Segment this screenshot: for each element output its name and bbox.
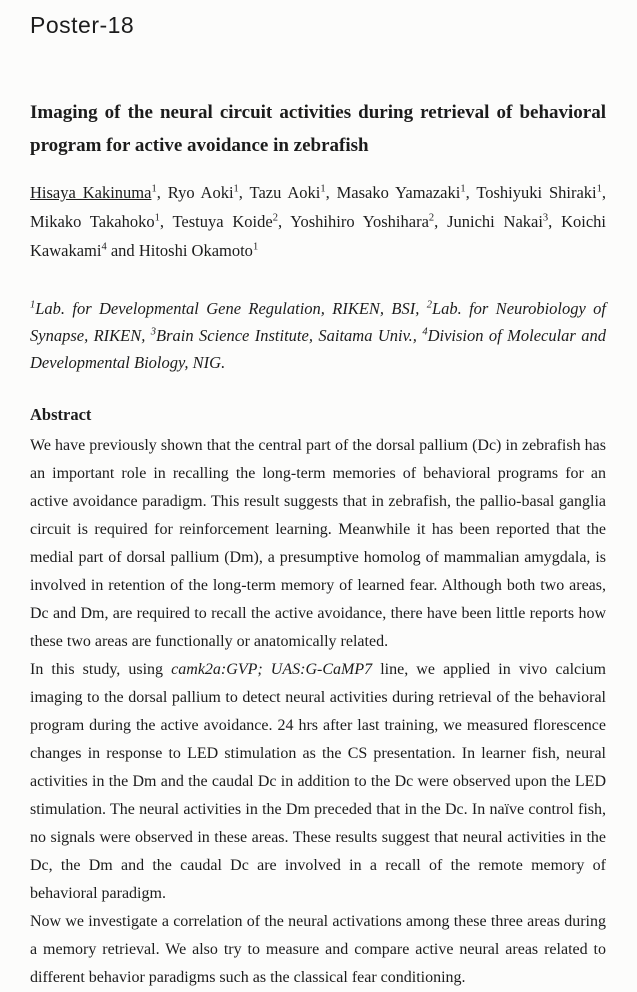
affiliation-text: Lab. for Neurobiology of Synapse, RIKEN,	[30, 299, 606, 345]
author-name: Junichi Nakai	[447, 212, 543, 231]
author-list: Hisaya Kakinuma$^1$, Ryo Aoki$^1$, Tazu Aoki$^1$, Masako Yamazaki$^1$, Toshiyuki Shiraki$^1$, Mikako Takahoko$^1$, Testuya Koide$^2$, Yoshihiro Yoshihara$^2$, Junichi Nakai$^3$, Koichi Kawakami$^4$ and Hitoshi Okamoto$^1$	[30, 183, 607, 260]
author-name: Hitoshi Okamoto	[138, 241, 253, 260]
author	[337, 183, 466, 202]
author-affiliation-superscript: 3	[542, 212, 549, 224]
abstract-body	[30, 432, 606, 992]
author	[139, 241, 258, 260]
author-affiliation-superscript: 1	[596, 183, 602, 195]
abstract-paragraph	[30, 908, 606, 992]
text-run: Now we investigate a correlation of the neural activations among these three areas during a memory retrieval. We also try to measure and compare active neural areas related to different behavior paradigms such as the classical fear conditioning.	[30, 913, 606, 986]
author	[173, 212, 278, 231]
author-affiliation-superscript: 4	[101, 241, 107, 253]
author	[168, 183, 239, 202]
author	[250, 183, 326, 202]
affiliation-superscript: 2	[426, 299, 432, 311]
author-name: Masako Yamazaki	[336, 183, 461, 202]
italic-run: camk2a:GVP; UAS:G-CaMP7	[171, 661, 373, 678]
author	[447, 212, 548, 231]
text-run: line, we applied in vivo calcium imaging to the dorsal pallium to detect neural activities during retrieval of the behavioral program during the active avoidance. 24 hrs after last training, we measured florescence changes in response to LED stimulation as the CS presentation. In learner fish, neural activities in the Dm and the caudal Dc in addition to the Dc were observed upon the LED stimulation. The neural activities in the Dm preceded that in the Dc. In naïve control fish, no signals were observed in these areas. These results suggest that neural activities in the Dc, the Dm and the caudal Dc are involved in a recall of the remote memory of behavioral paradigm.	[30, 661, 607, 902]
author-name: Ryo Aoki	[167, 183, 234, 202]
author	[30, 212, 160, 231]
author-affiliation-superscript: 1	[460, 183, 466, 195]
abstract-paragraph	[30, 432, 606, 656]
author-affiliation-superscript: 1	[320, 183, 326, 195]
author-affiliation-superscript: 1	[233, 183, 239, 195]
affiliation-superscript: 3	[150, 326, 157, 338]
author-name: Koichi Kawakami	[30, 212, 606, 260]
abstract-heading: Abstract	[30, 405, 92, 424]
author-name: Hisaya Kakinuma	[30, 183, 152, 202]
affiliation-text: Lab. for Developmental Gene Regulation, RIKEN, BSI,	[35, 299, 427, 318]
author	[30, 183, 157, 202]
text-run: We have previously shown that the central part of the dorsal pallium (Dc) in zebrafish has an important role in recalling the long-term memories of behavioral programs for an active avoidance paradigm. This result suggests that in zebrafish, the pallio-basal ganglia circuit is required for reinforcement learning. Meanwhile it has been reported that the medial part of dorsal pallium (Dm), a presumptive homolog of mammalian amygdala, is involved in retention of the long-term memory of learned fear. Although both two areas, Dc and Dm, are required to recall the active avoidance, there have been little reports how these two areas are functionally or anatomically related.	[30, 437, 606, 650]
author	[476, 183, 602, 202]
affiliation-superscript: 4	[422, 326, 428, 338]
affiliation-text: Division of Molecular and Developmental Biology, NIG.	[30, 326, 606, 372]
affiliation-list	[30, 295, 606, 376]
author-name: Tazu Aoki	[249, 183, 321, 202]
affiliation-text: Brain Science Institute, Saitama Univ.,	[156, 326, 423, 345]
author-affiliation-superscript: 2	[272, 212, 278, 224]
author-affiliation-superscript: 1	[154, 212, 160, 224]
author-affiliation-superscript: 2	[428, 212, 435, 224]
abstract-paragraph	[30, 656, 606, 908]
author-name: Toshiyuki Shiraki	[476, 183, 597, 202]
author-name: Testuya Koide	[172, 212, 273, 231]
poster-number: Poster-18	[30, 12, 135, 38]
author-affiliation-superscript: 1	[151, 183, 157, 195]
author	[290, 212, 434, 231]
author-affiliation-superscript: 1	[252, 241, 259, 253]
paper-title: Imaging of the neural circuit activities during retrieval of behavioral program for active avoidance in zebrafish	[30, 102, 606, 156]
text-run: In this study, using	[30, 661, 172, 678]
affiliation-superscript: 1	[30, 299, 36, 311]
author-name: Yoshihiro Yoshihara	[290, 212, 429, 231]
author-name: Mikako Takahoko	[30, 212, 155, 231]
